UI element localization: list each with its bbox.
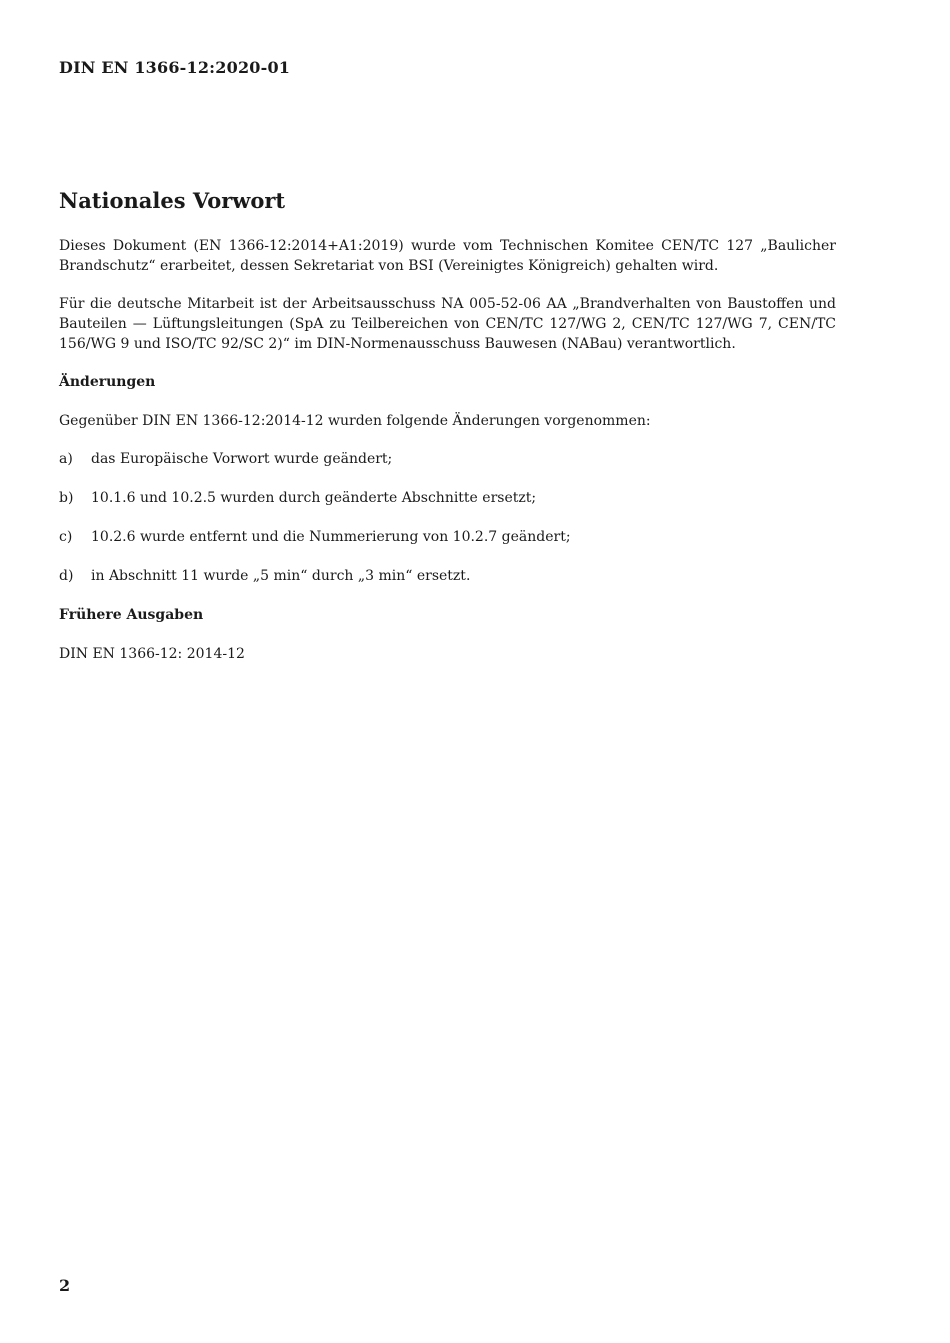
list-item-text: 10.2.6 wurde entfernt und die Nummerierung von 10.2.7 geändert;	[91, 529, 571, 545]
list-marker: c)	[59, 529, 73, 545]
main-content	[59, 186, 836, 682]
list-item-text: in Abschnitt 11 wurde „5 min“ durch „3 min“ ersetzt.	[91, 568, 471, 584]
changes-list	[59, 449, 836, 586]
previous-editions-heading: Frühere Ausgaben	[59, 607, 204, 623]
list-item	[59, 566, 836, 586]
section-title: Nationales Vorwort	[59, 188, 286, 213]
paragraph-document-origin: Dieses Dokument (EN 1366-12:2014+A1:2019) wurde vom Technischen Komitee CEN/TC 127 „Baulicher Brandschutz“ erarbeitet, dessen Sekretariat von BSI (Vereinigtes Königreich) gehalten wird.	[59, 238, 836, 274]
changes-intro: Gegenüber DIN EN 1366-12:2014-12 wurden folgende Änderungen vorgenommen:	[59, 413, 651, 429]
page-number: 2	[59, 1276, 71, 1295]
document-id-header: DIN EN 1366-12:2020-01	[59, 58, 291, 77]
changes-heading: Änderungen	[59, 374, 156, 390]
list-item-text: das Europäische Vorwort wurde geändert;	[91, 451, 393, 467]
paragraph-german-committee: Für die deutsche Mitarbeit ist der Arbeitsausschuss NA 005-52-06 AA „Brandverhalten von Baustoffen und Bauteilen — Lüftungsleitungen (SpA zu Teilbereichen von CEN/TC 127/WG 2, CEN/TC 127/WG 7, CEN/TC 156/WG 9 und ISO/TC 92/SC 2)“ im DIN-Normenausschuss Bauwesen (NABau) verantwortlich.	[59, 296, 836, 352]
list-item	[59, 449, 836, 469]
list-item	[59, 527, 836, 547]
list-item-text: 10.1.6 und 10.2.5 wurden durch geänderte Abschnitte ersetzt;	[91, 490, 537, 506]
previous-editions-text: DIN EN 1366-12: 2014-12	[59, 646, 245, 662]
list-marker: b)	[59, 490, 74, 506]
list-item	[59, 488, 836, 508]
list-marker: d)	[59, 568, 74, 584]
list-marker: a)	[59, 451, 73, 467]
